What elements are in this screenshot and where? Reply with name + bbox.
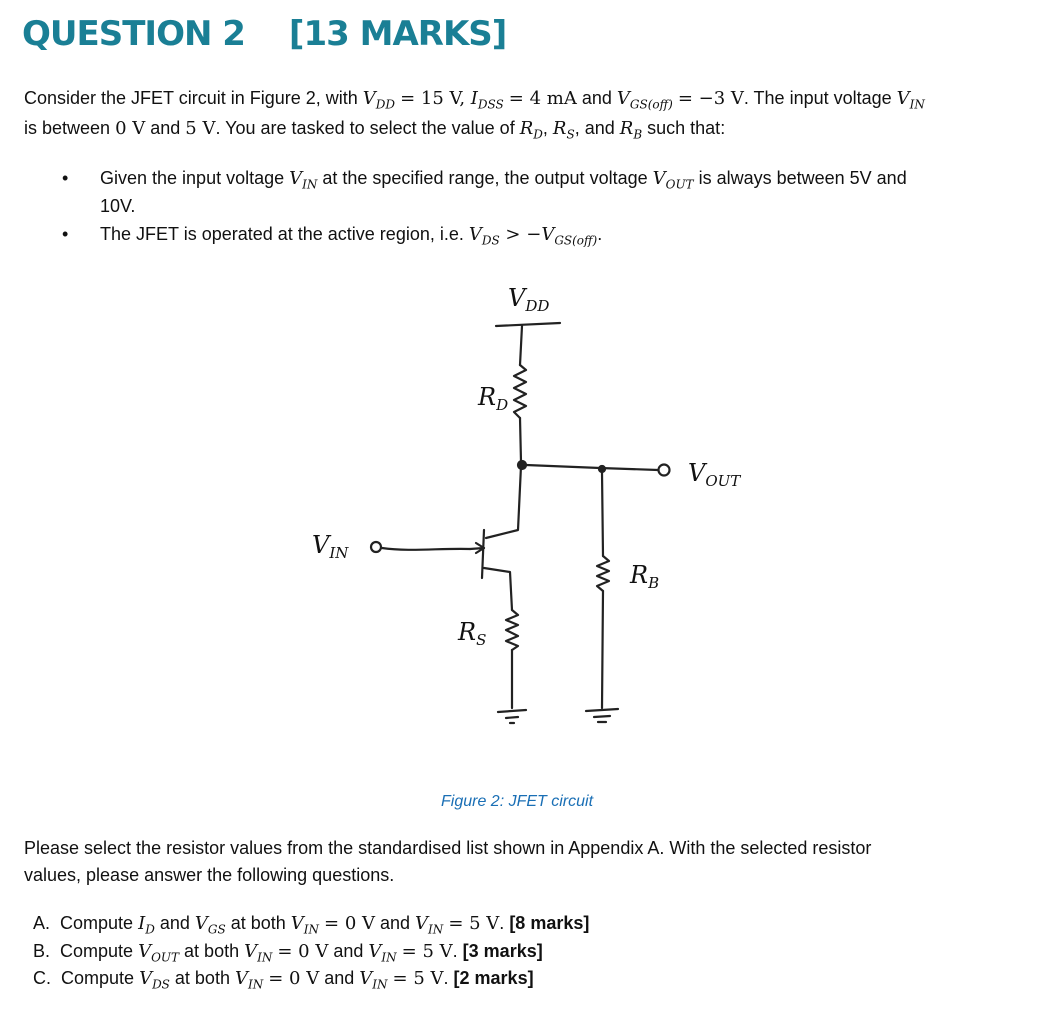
bullet-dot: • <box>62 224 69 244</box>
question-b: B. Compute $V_{OUT}$ at both $V_{IN} = 0$ V and $V_{IN} = 5$ V. [3 marks] <box>33 941 543 965</box>
outro-line-2: values, please answer the following questions. <box>24 865 395 885</box>
wire-source <box>484 568 512 610</box>
ground-rb <box>586 709 618 722</box>
vout-terminal <box>659 465 670 476</box>
intro-line-2: is between 0 V and 5 V. You are tasked to select the value of $R_D$, $R_S$, and $R_B$ such that: <box>24 118 726 142</box>
wire-node-drain <box>486 466 521 538</box>
question-marks: [13 MARKS] <box>288 14 507 54</box>
wire-vdd-rd <box>520 326 522 365</box>
outro-line-1: Please select the resistor values from the standardised list shown in Appendix A. With the selected resistor <box>24 838 872 858</box>
wire-rb-ground <box>602 591 603 708</box>
label-rs: $R_S$ <box>458 618 487 649</box>
resistor-rs <box>506 610 518 650</box>
question-c: C. Compute $V_{DS}$ at both $V_{IN} = 0$ V and $V_{IN} = 5$ V. [2 marks] <box>33 968 534 992</box>
question-title: QUESTION 2 <box>22 14 245 54</box>
bullet-1-line-2: 10V. <box>100 196 136 216</box>
label-vdd: $V_{DD}$ <box>508 284 550 315</box>
wire-input <box>382 548 470 550</box>
vdd-rail <box>496 323 560 326</box>
wire-rd-node <box>520 418 521 462</box>
label-vout: $V_{OUT}$ <box>688 459 741 490</box>
figure-caption: Figure 2: JFET circuit <box>441 793 594 810</box>
label-rd: $R_D$ <box>478 383 509 414</box>
jfet-channel <box>482 530 484 578</box>
label-rb: $R_B$ <box>630 561 660 592</box>
bullet-2: The JFET is operated at the active region, i.e. $V_{DS} > -V_{GS(off)}$. <box>100 224 603 248</box>
bullet-1-line-1: Given the input voltage $V_{IN}$ at the specified range, the output voltage $V_{OUT}$ is always between 5V and <box>100 168 907 192</box>
ground-rs <box>498 710 526 723</box>
bullet-dot: • <box>62 168 69 188</box>
label-vin: $V_{IN}$ <box>312 531 349 562</box>
intro-line-1: Consider the JFET circuit in Figure 2, with $V_{DD} = 15$ V, $I_{DSS} = 4$ mA and $V_{GS(off)} = -3$ V. The input voltage $V_{IN}$ <box>24 88 925 112</box>
vin-terminal <box>371 542 381 552</box>
wire-output <box>526 465 658 470</box>
resistor-rd <box>514 365 526 418</box>
resistor-rb <box>597 556 609 591</box>
wire-rb-top <box>602 472 603 556</box>
question-a: A. Compute $I_D$ and $V_{GS}$ at both $V_{IN} = 0$ V and $V_{IN} = 5$ V. [8 marks] <box>33 913 590 937</box>
